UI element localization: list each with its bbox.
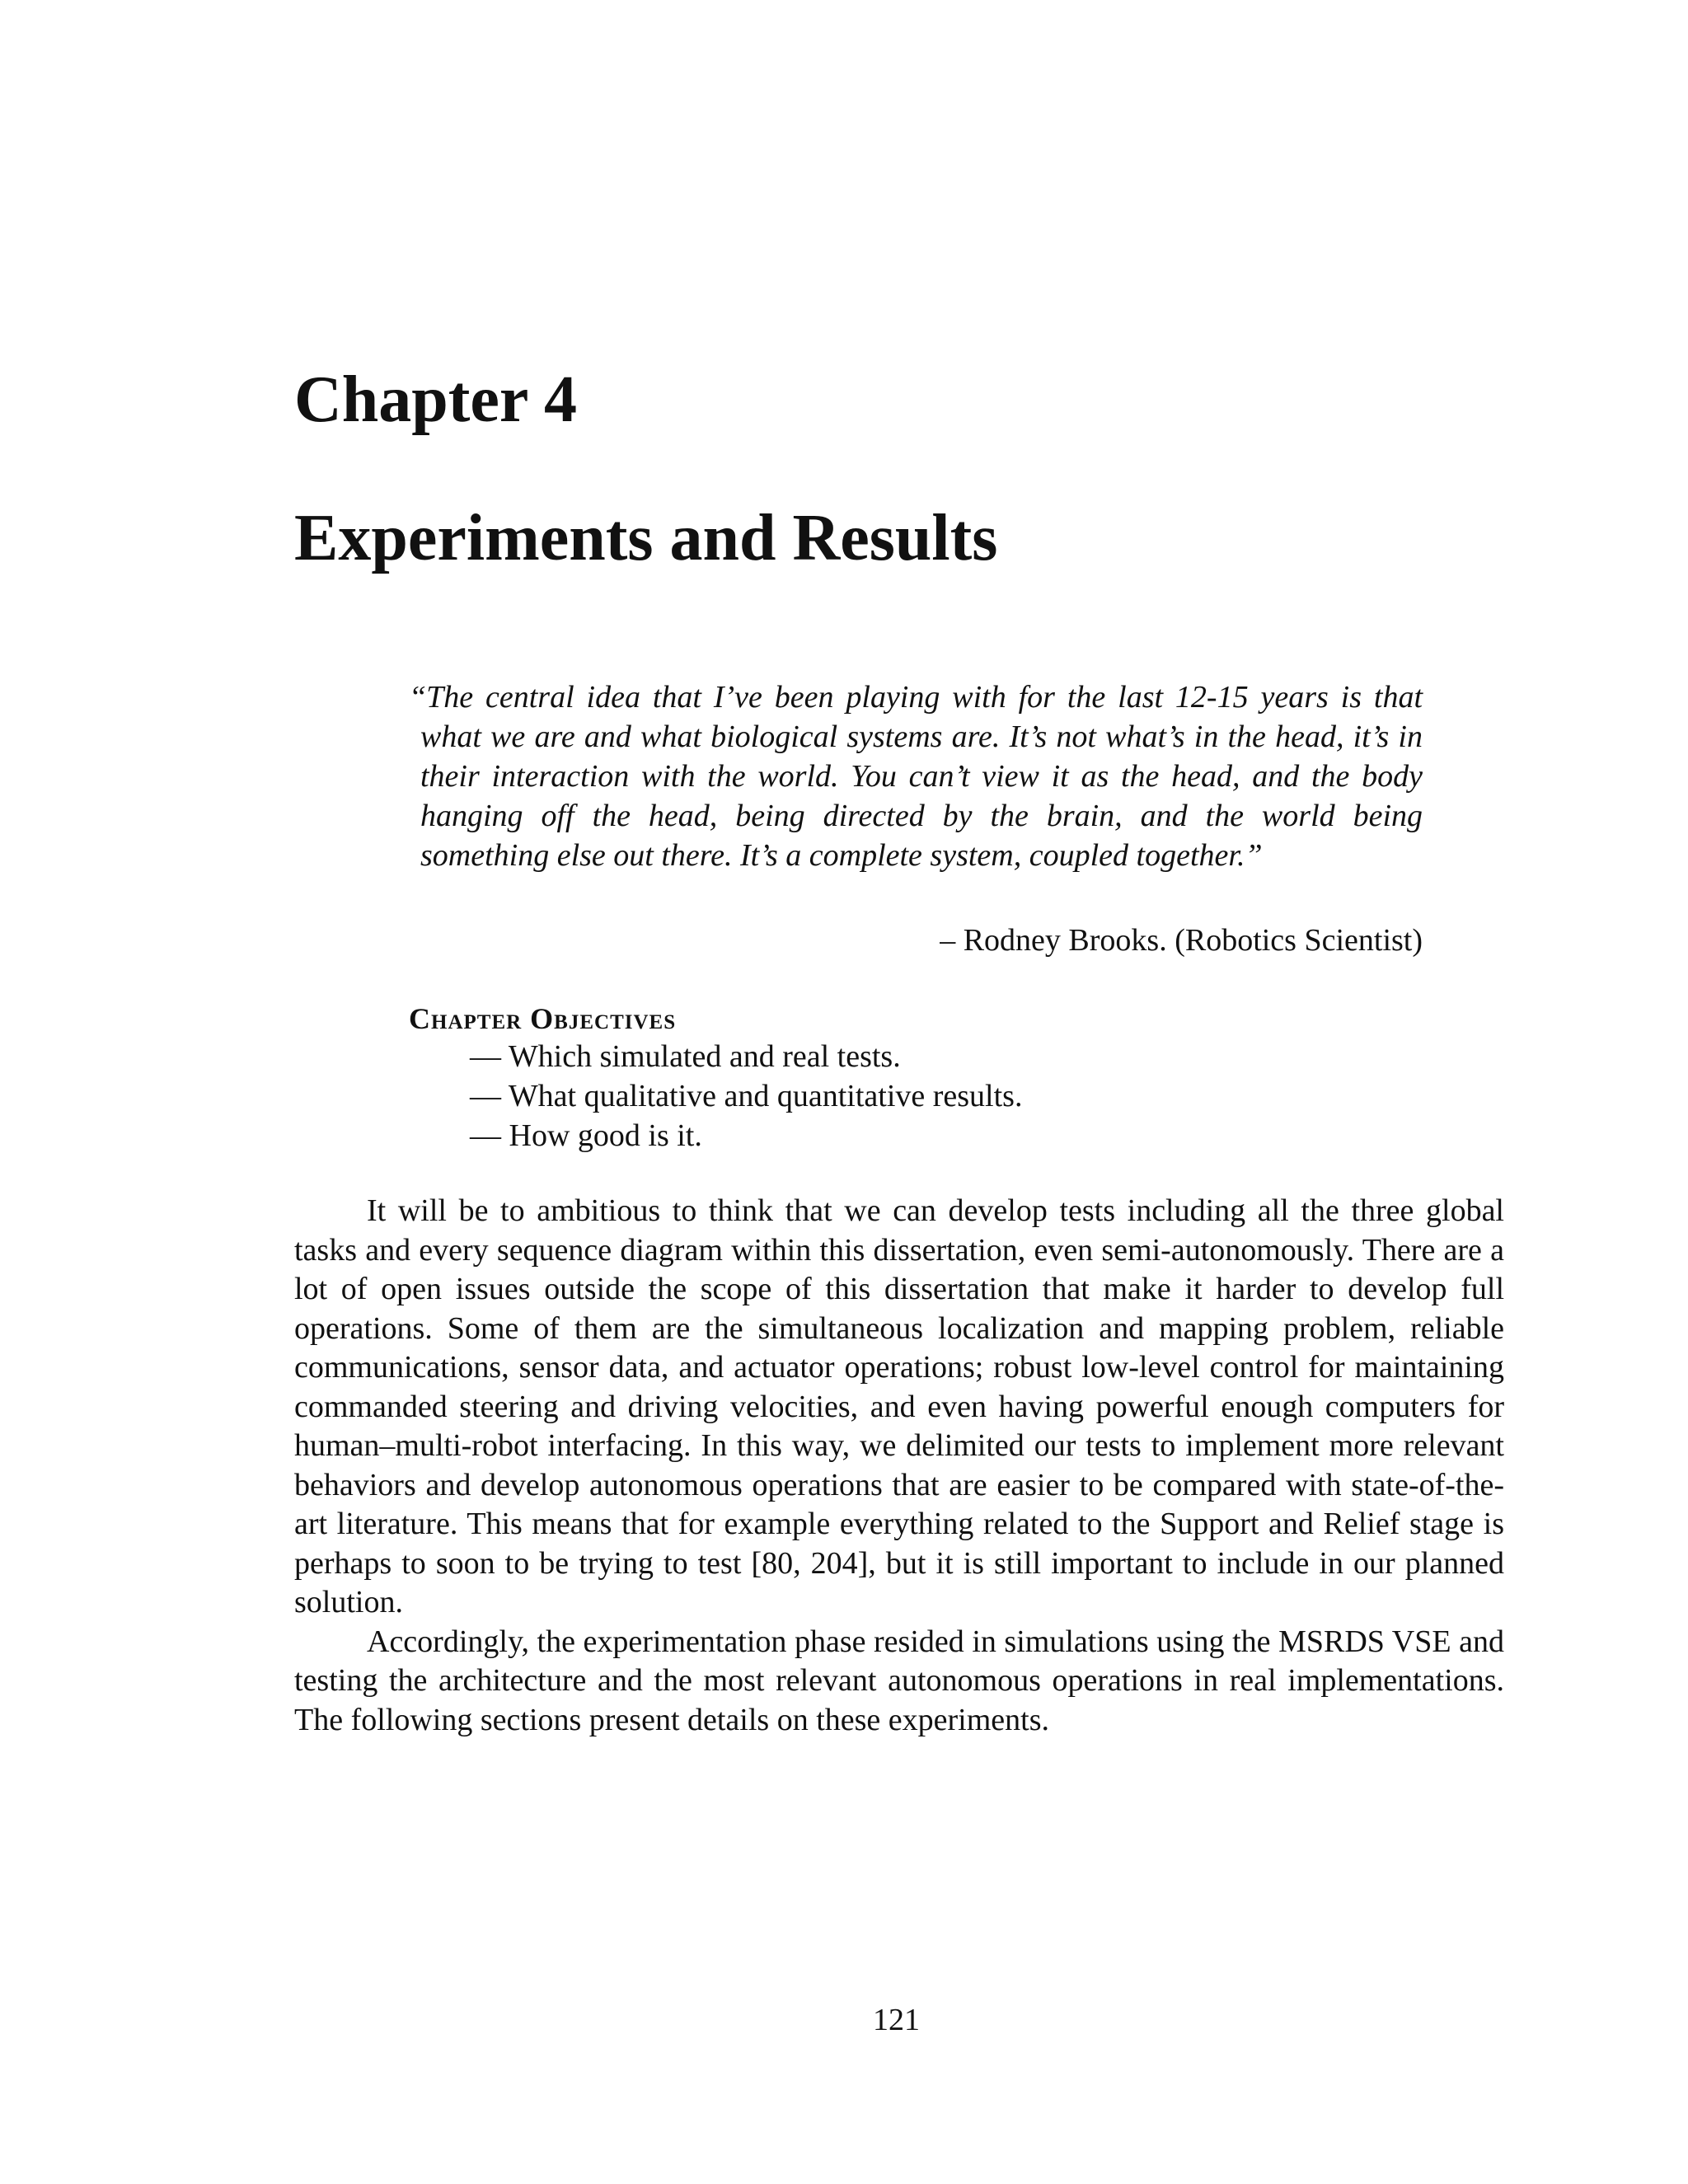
objective-item: — How good is it. [470,1118,702,1153]
objectives-heading: Chapter Objectives [409,1002,677,1035]
page-number: 121 [873,2003,920,2037]
objective-item: — What qualitative and quantitative results. [470,1079,1023,1113]
body-paragraph: Accordingly, the experimentation phase resided in simulations using the MSRDS VSE and testing the architecture and the most relevant autonomous operations in real implementations. The following sections present details on these experiments. [294,1624,1504,1737]
chapter-title: Experiments and Results [294,502,998,574]
body-text [294,1192,1504,1740]
body-paragraph: It will be to ambitious to think that we can develop tests including all the three global tasks and every sequence diagram within this dissertation, even semi-autonomously. There are a lot of open issues outside the scope of this dissertation that make it harder to develop full operations. Some of them are the simultaneous localization and mapping problem, reliable communications, sensor data, and actuator operations; robust low-level control for maintaining commanded steering and driving velocities, and even having powerful enough computers for human–multi-robot interfacing. In this way, we delimited our tests to implement more relevant behaviors and develop autonomous operations that are easier to be compared with state-of-the-art literature. This means that for example everything related to the Support and Relief stage is perhaps to soon to be trying to test [80, 204], but it is still important to include in our planned solution. [294,1193,1504,1619]
chapter-label: Chapter 4 [294,363,577,436]
epigraph-quote: “The central idea that I’ve been playing with for the last 12-15 years is that what we are and what biological systems are. It’s not what’s in the head, it’s in their interaction with the world. You can’t view it as the head, and the body hanging off the head, being directed by the brain, and the world being something else out there. It’s a complete system, coupled together.” [409,680,1423,873]
objectives-list [470,1037,1022,1155]
objective-item: — Which simulated and real tests. [470,1039,901,1074]
epigraph-attribution: – Rodney Brooks. (Robotics Scientist) [940,923,1423,958]
